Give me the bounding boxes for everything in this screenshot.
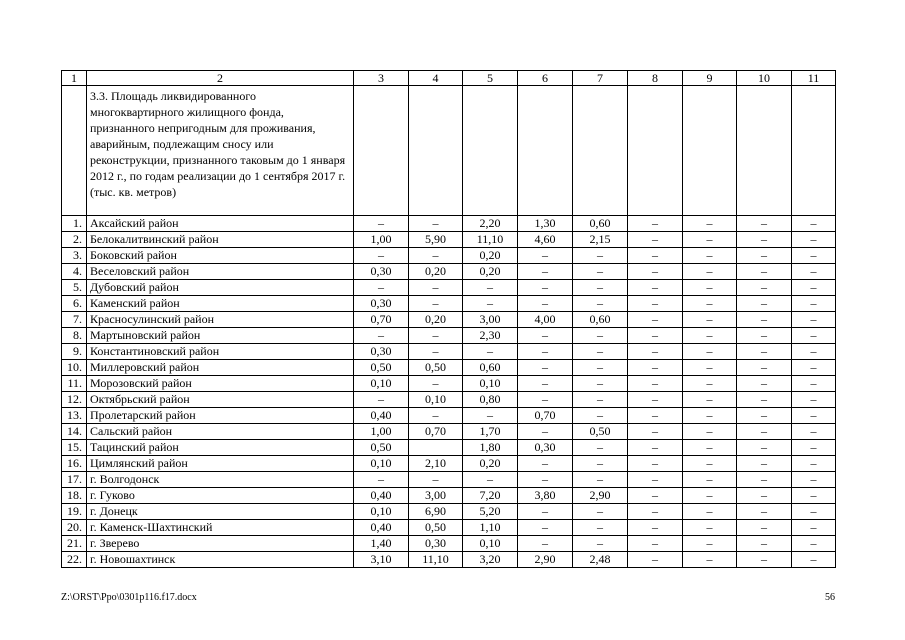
row-number: 2.	[62, 232, 87, 248]
table-row	[62, 536, 836, 552]
value-cell: 11,10	[463, 232, 518, 248]
table-row	[62, 376, 836, 392]
value-cell: 0,30	[409, 536, 463, 552]
value-cell: 11,10	[409, 552, 463, 568]
value-cell: 2,10	[409, 456, 463, 472]
value-cell: –	[737, 232, 792, 248]
value-cell: –	[683, 344, 737, 360]
value-cell: 4,60	[518, 232, 573, 248]
value-cell: –	[518, 472, 573, 488]
value-cell: –	[683, 472, 737, 488]
value-cell: –	[573, 376, 628, 392]
empty-cell	[628, 86, 683, 216]
value-cell: –	[792, 376, 836, 392]
value-cell: 1,00	[354, 424, 409, 440]
district-name: Каменский район	[87, 296, 354, 312]
value-cell: –	[737, 248, 792, 264]
value-cell: –	[628, 392, 683, 408]
value-cell: 0,10	[354, 376, 409, 392]
value-cell: –	[737, 392, 792, 408]
table-row	[62, 232, 836, 248]
district-name: Тацинский район	[87, 440, 354, 456]
column-header: 2	[87, 71, 354, 86]
table-row	[62, 488, 836, 504]
value-cell: –	[792, 344, 836, 360]
value-cell: –	[573, 392, 628, 408]
row-number: 16.	[62, 456, 87, 472]
empty-cell	[463, 86, 518, 216]
district-name: Боковский район	[87, 248, 354, 264]
value-cell: –	[792, 232, 836, 248]
district-name: Дубовский район	[87, 280, 354, 296]
value-cell: 6,90	[409, 504, 463, 520]
value-cell: –	[628, 536, 683, 552]
value-cell: –	[573, 440, 628, 456]
value-cell: –	[737, 504, 792, 520]
value-cell: –	[683, 248, 737, 264]
district-name: Мартыновский район	[87, 328, 354, 344]
column-header: 10	[737, 71, 792, 86]
value-cell: –	[737, 344, 792, 360]
table-row	[62, 216, 836, 232]
value-cell: –	[628, 280, 683, 296]
value-cell: –	[792, 552, 836, 568]
value-cell: –	[683, 312, 737, 328]
value-cell: –	[628, 296, 683, 312]
value-cell: 2,48	[573, 552, 628, 568]
value-cell: 2,30	[463, 328, 518, 344]
value-cell: 0,60	[573, 312, 628, 328]
row-number: 7.	[62, 312, 87, 328]
footer-file-path: Z:\ORST\Ppo\0301p116.f17.docx	[61, 592, 197, 603]
table-row	[62, 280, 836, 296]
value-cell: –	[683, 440, 737, 456]
row-number: 10.	[62, 360, 87, 376]
value-cell: –	[792, 424, 836, 440]
value-cell: –	[628, 504, 683, 520]
value-cell: –	[409, 328, 463, 344]
value-cell: –	[628, 424, 683, 440]
value-cell: 0,70	[518, 408, 573, 424]
value-cell: 0,10	[463, 536, 518, 552]
value-cell: –	[573, 280, 628, 296]
table-row	[62, 552, 836, 568]
table-row	[62, 504, 836, 520]
district-name: г. Каменск-Шахтинский	[87, 520, 354, 536]
column-header: 5	[463, 71, 518, 86]
value-cell: –	[409, 472, 463, 488]
data-table	[61, 70, 836, 568]
value-cell: –	[354, 216, 409, 232]
district-name: г. Донецк	[87, 504, 354, 520]
column-header: 7	[573, 71, 628, 86]
column-header: 1	[62, 71, 87, 86]
value-cell: 0,20	[463, 248, 518, 264]
district-name: г. Новошахтинск	[87, 552, 354, 568]
value-cell: –	[792, 392, 836, 408]
value-cell: –	[737, 376, 792, 392]
row-number: 17.	[62, 472, 87, 488]
table-row	[62, 264, 836, 280]
value-cell: –	[518, 536, 573, 552]
column-header: 4	[409, 71, 463, 86]
value-cell: –	[683, 232, 737, 248]
value-cell: –	[573, 248, 628, 264]
value-cell: –	[573, 264, 628, 280]
value-cell: 0,20	[463, 264, 518, 280]
value-cell: –	[792, 312, 836, 328]
table-row	[62, 408, 836, 424]
value-cell: –	[628, 488, 683, 504]
value-cell: –	[628, 232, 683, 248]
value-cell: –	[628, 440, 683, 456]
value-cell: –	[518, 520, 573, 536]
row-number: 22.	[62, 552, 87, 568]
value-cell: –	[573, 536, 628, 552]
value-cell: –	[573, 472, 628, 488]
column-header: 6	[518, 71, 573, 86]
district-name: г. Зверево	[87, 536, 354, 552]
table-row	[62, 472, 836, 488]
value-cell: –	[409, 408, 463, 424]
district-name: Красносулинский район	[87, 312, 354, 328]
value-cell: –	[737, 440, 792, 456]
row-number: 1.	[62, 216, 87, 232]
value-cell: 0,50	[354, 440, 409, 456]
district-name: г. Гуково	[87, 488, 354, 504]
value-cell: 0,40	[354, 408, 409, 424]
value-cell: –	[518, 392, 573, 408]
table-row	[62, 312, 836, 328]
value-cell: –	[792, 488, 836, 504]
value-cell: 1,30	[518, 216, 573, 232]
value-cell: –	[792, 296, 836, 312]
value-cell: 0,50	[573, 424, 628, 440]
value-cell: 0,40	[354, 520, 409, 536]
value-cell: –	[409, 344, 463, 360]
value-cell: 0,70	[354, 312, 409, 328]
value-cell: –	[518, 376, 573, 392]
empty-cell	[683, 86, 737, 216]
value-cell: –	[518, 280, 573, 296]
district-name: Октябрьский район	[87, 392, 354, 408]
value-cell: –	[628, 328, 683, 344]
value-cell: 2,15	[573, 232, 628, 248]
value-cell: –	[573, 456, 628, 472]
value-cell: –	[409, 216, 463, 232]
value-cell: 0,30	[354, 344, 409, 360]
value-cell: 2,20	[463, 216, 518, 232]
table-row	[62, 424, 836, 440]
value-cell: 1,00	[354, 232, 409, 248]
value-cell: –	[573, 520, 628, 536]
value-cell: –	[737, 424, 792, 440]
value-cell: 0,10	[354, 456, 409, 472]
value-cell: –	[683, 328, 737, 344]
value-cell: –	[628, 376, 683, 392]
column-header: 3	[354, 71, 409, 86]
value-cell: –	[683, 280, 737, 296]
value-cell: 0,50	[409, 520, 463, 536]
value-cell: –	[628, 248, 683, 264]
value-cell: 0,10	[463, 376, 518, 392]
row-number: 3.	[62, 248, 87, 264]
value-cell: –	[737, 216, 792, 232]
row-number: 4.	[62, 264, 87, 280]
value-cell: –	[518, 344, 573, 360]
table-row	[62, 328, 836, 344]
value-cell: –	[409, 280, 463, 296]
value-cell: –	[354, 392, 409, 408]
value-cell: 1,70	[463, 424, 518, 440]
table-body	[62, 71, 836, 568]
value-cell: –	[792, 504, 836, 520]
table-row	[62, 440, 836, 456]
value-cell: –	[792, 536, 836, 552]
value-cell: –	[628, 344, 683, 360]
table-row	[62, 344, 836, 360]
value-cell: 0,30	[518, 440, 573, 456]
value-cell: –	[518, 264, 573, 280]
value-cell: 3,20	[463, 552, 518, 568]
value-cell: –	[463, 408, 518, 424]
value-cell: –	[737, 408, 792, 424]
value-cell: –	[792, 264, 836, 280]
column-header: 9	[683, 71, 737, 86]
table-row	[62, 360, 836, 376]
value-cell: –	[683, 552, 737, 568]
value-cell: –	[518, 360, 573, 376]
value-cell: 0,60	[573, 216, 628, 232]
row-number: 18.	[62, 488, 87, 504]
value-cell: 0,70	[409, 424, 463, 440]
value-cell: 5,20	[463, 504, 518, 520]
value-cell: –	[737, 488, 792, 504]
value-cell: –	[463, 296, 518, 312]
value-cell: 7,20	[463, 488, 518, 504]
value-cell: –	[409, 376, 463, 392]
value-cell: –	[518, 504, 573, 520]
value-cell: –	[518, 328, 573, 344]
value-cell: 0,10	[354, 504, 409, 520]
value-cell: –	[683, 408, 737, 424]
table-row	[62, 296, 836, 312]
value-cell: –	[463, 472, 518, 488]
section-number-cell	[62, 86, 87, 216]
table-row	[62, 520, 836, 536]
value-cell: –	[683, 536, 737, 552]
empty-cell	[573, 86, 628, 216]
value-cell: –	[792, 248, 836, 264]
table-row	[62, 392, 836, 408]
value-cell: –	[792, 520, 836, 536]
value-cell: –	[737, 328, 792, 344]
value-cell: –	[792, 440, 836, 456]
row-number: 6.	[62, 296, 87, 312]
column-header: 11	[792, 71, 836, 86]
value-cell: –	[792, 472, 836, 488]
value-cell: –	[518, 424, 573, 440]
value-cell: –	[628, 360, 683, 376]
district-name: Цимлянский район	[87, 456, 354, 472]
value-cell: 5,90	[409, 232, 463, 248]
value-cell: –	[792, 456, 836, 472]
value-cell: 0,30	[354, 296, 409, 312]
empty-cell	[354, 86, 409, 216]
value-cell: 0,50	[409, 360, 463, 376]
value-cell: 3,00	[409, 488, 463, 504]
value-cell: –	[737, 552, 792, 568]
value-cell: 0,20	[409, 264, 463, 280]
row-number: 19.	[62, 504, 87, 520]
value-cell: –	[573, 408, 628, 424]
value-cell: –	[628, 216, 683, 232]
row-number: 21.	[62, 536, 87, 552]
value-cell: –	[737, 456, 792, 472]
value-cell: –	[628, 520, 683, 536]
table-row	[62, 456, 836, 472]
value-cell: –	[683, 456, 737, 472]
value-cell: 3,00	[463, 312, 518, 328]
value-cell: –	[737, 520, 792, 536]
district-name: Веселовский район	[87, 264, 354, 280]
value-cell: –	[792, 328, 836, 344]
value-cell: 2,90	[573, 488, 628, 504]
empty-cell	[409, 86, 463, 216]
page-number: 56	[825, 592, 835, 603]
district-name: Пролетарский район	[87, 408, 354, 424]
value-cell: –	[737, 536, 792, 552]
section-header-row	[62, 86, 836, 216]
district-name: Морозовский район	[87, 376, 354, 392]
row-number: 14.	[62, 424, 87, 440]
value-cell: –	[573, 504, 628, 520]
value-cell: –	[409, 296, 463, 312]
value-cell: –	[683, 424, 737, 440]
value-cell: –	[354, 472, 409, 488]
district-name: Миллеровский район	[87, 360, 354, 376]
value-cell: –	[573, 328, 628, 344]
district-name: Белокалитвинский район	[87, 232, 354, 248]
value-cell: 1,40	[354, 536, 409, 552]
value-cell: –	[792, 280, 836, 296]
value-cell	[409, 440, 463, 456]
empty-cell	[518, 86, 573, 216]
value-cell: 0,80	[463, 392, 518, 408]
value-cell: –	[628, 456, 683, 472]
row-number: 11.	[62, 376, 87, 392]
value-cell: –	[792, 360, 836, 376]
row-number: 8.	[62, 328, 87, 344]
empty-cell	[737, 86, 792, 216]
value-cell: –	[683, 264, 737, 280]
value-cell: –	[354, 328, 409, 344]
value-cell: –	[737, 296, 792, 312]
value-cell: –	[463, 280, 518, 296]
value-cell: –	[737, 264, 792, 280]
column-number-row	[62, 71, 836, 86]
row-number: 12.	[62, 392, 87, 408]
value-cell: 1,10	[463, 520, 518, 536]
value-cell: 0,10	[409, 392, 463, 408]
value-cell: –	[628, 264, 683, 280]
value-cell: –	[628, 312, 683, 328]
value-cell: –	[573, 344, 628, 360]
value-cell: 0,40	[354, 488, 409, 504]
value-cell: –	[573, 360, 628, 376]
district-name: Аксайский район	[87, 216, 354, 232]
value-cell: –	[737, 472, 792, 488]
value-cell: –	[628, 408, 683, 424]
value-cell: –	[683, 488, 737, 504]
value-cell: –	[628, 552, 683, 568]
empty-cell	[792, 86, 836, 216]
value-cell: –	[354, 248, 409, 264]
value-cell: 0,60	[463, 360, 518, 376]
district-name: Константиновский район	[87, 344, 354, 360]
value-cell: –	[683, 376, 737, 392]
value-cell: –	[737, 280, 792, 296]
value-cell: –	[683, 392, 737, 408]
value-cell: –	[463, 344, 518, 360]
district-name: Сальский район	[87, 424, 354, 440]
value-cell: 1,80	[463, 440, 518, 456]
value-cell: –	[683, 520, 737, 536]
value-cell: –	[683, 360, 737, 376]
section-title: 3.3. Площадь ликвидированного многоквартирного жилищного фонда, признанного непригодным для проживания, аварийным, подлежащим сносу или реконструкции, признанного таковым до 1 января 2012 г., по годам реализации до 1 сентября 2017 г. (тыс. кв. метров)	[87, 86, 354, 216]
value-cell: –	[409, 248, 463, 264]
value-cell: –	[683, 216, 737, 232]
row-number: 5.	[62, 280, 87, 296]
value-cell: 3,80	[518, 488, 573, 504]
value-cell: 0,50	[354, 360, 409, 376]
value-cell: 3,10	[354, 552, 409, 568]
value-cell: –	[683, 296, 737, 312]
row-number: 13.	[62, 408, 87, 424]
value-cell: –	[792, 216, 836, 232]
value-cell: 0,20	[463, 456, 518, 472]
value-cell: –	[518, 456, 573, 472]
value-cell: 4,00	[518, 312, 573, 328]
column-header: 8	[628, 71, 683, 86]
value-cell: –	[518, 296, 573, 312]
table-row	[62, 248, 836, 264]
value-cell: –	[354, 280, 409, 296]
district-name: г. Волгодонск	[87, 472, 354, 488]
value-cell: –	[518, 248, 573, 264]
value-cell: –	[737, 360, 792, 376]
value-cell: 2,90	[518, 552, 573, 568]
value-cell: –	[573, 296, 628, 312]
row-number: 20.	[62, 520, 87, 536]
value-cell: –	[792, 408, 836, 424]
row-number: 9.	[62, 344, 87, 360]
value-cell: 0,30	[354, 264, 409, 280]
value-cell: –	[628, 472, 683, 488]
value-cell: –	[737, 312, 792, 328]
value-cell: –	[683, 504, 737, 520]
row-number: 15.	[62, 440, 87, 456]
value-cell: 0,20	[409, 312, 463, 328]
